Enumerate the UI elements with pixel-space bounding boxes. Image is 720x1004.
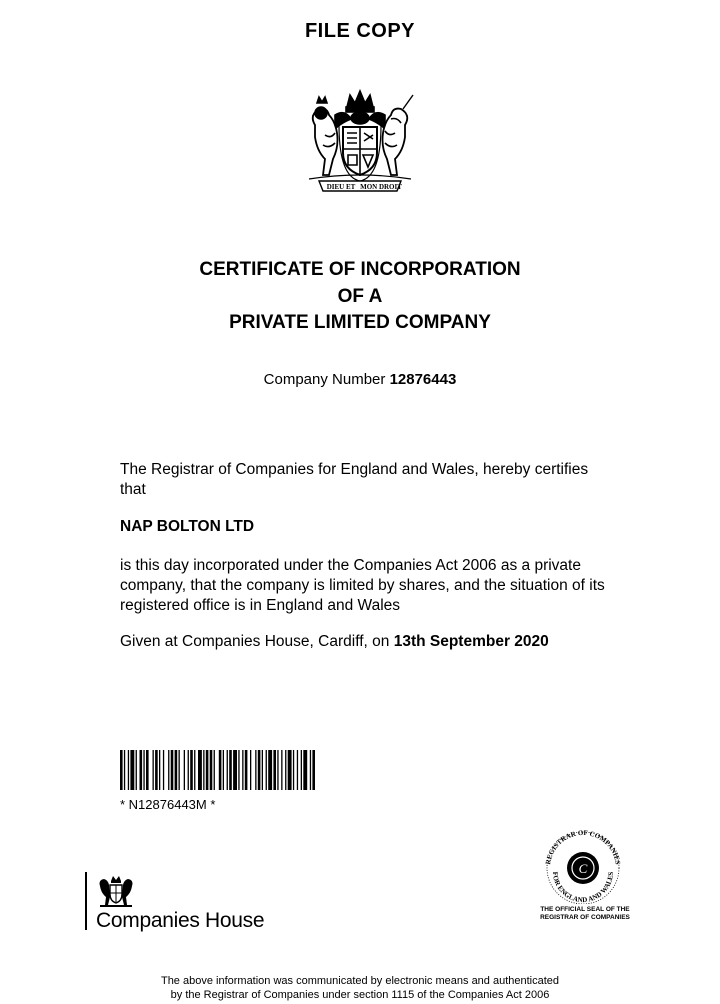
royal-coat-of-arms-icon (295, 85, 425, 195)
seal-caption (520, 906, 650, 922)
incorporation-paragraph (120, 556, 640, 616)
seal-caption-line-1: THE OFFICIAL SEAL OF THE (540, 906, 630, 913)
certificate-title-line-1: CERTIFICATE OF INCORPORATION (199, 259, 521, 280)
barcode-text: * N12876443M * (120, 797, 216, 812)
seal-caption-line-2: REGISTRAR OF COMPANIES (540, 914, 630, 921)
official-seal-icon (538, 828, 628, 904)
motto-right-text: MON DROIT (360, 183, 402, 191)
footer-line-1: The above information was communicated by electronic means and authenticated (160, 975, 560, 987)
file-copy-heading: FILE COPY (304, 20, 416, 42)
seal-ring-bottom-text: FOR ENGLAND AND WALES (550, 871, 616, 904)
company-name: NAP BOLTON LTD (120, 518, 255, 535)
company-number-label: Company Number (263, 371, 386, 388)
seal-ring-top-text: REGISTRAR OF COMPANIES (544, 828, 622, 866)
certifies-line-1: The Registrar of Companies for England and Wales, hereby certifies (120, 461, 589, 478)
certifies-paragraph (120, 460, 640, 500)
svg-text:C: C (578, 861, 588, 876)
given-at-line (120, 632, 640, 652)
incorporated-line-2: company, that the company is limited by shares, and the situation of its (120, 577, 605, 594)
companies-house-logo-text: Companies House (96, 909, 265, 932)
incorporated-line-3: registered office is in England and Wales (120, 597, 401, 614)
given-prefix: Given at Companies House, Cardiff, on (120, 633, 390, 650)
companies-house-crest-icon (96, 874, 136, 908)
certificate-title-line-3: PRIVATE LIMITED COMPANY (229, 312, 491, 333)
certifies-line-2: that (120, 481, 146, 498)
footer-note (0, 974, 720, 1002)
barcode-icon (120, 750, 380, 790)
company-number-value: 12876443 (389, 371, 457, 388)
company-number-line (0, 371, 720, 388)
incorporated-line-1: is this day incorporated under the Companies Act 2006 as a private (120, 557, 581, 574)
companies-house-divider (85, 872, 87, 930)
certificate-title-line-2: OF A (337, 286, 383, 307)
given-date: 13th September 2020 (393, 633, 549, 650)
motto-left-text: DIEU ET (326, 183, 356, 191)
footer-line-2: by the Registrar of Companies under section 1115 of the Companies Act 2006 (170, 989, 550, 1001)
